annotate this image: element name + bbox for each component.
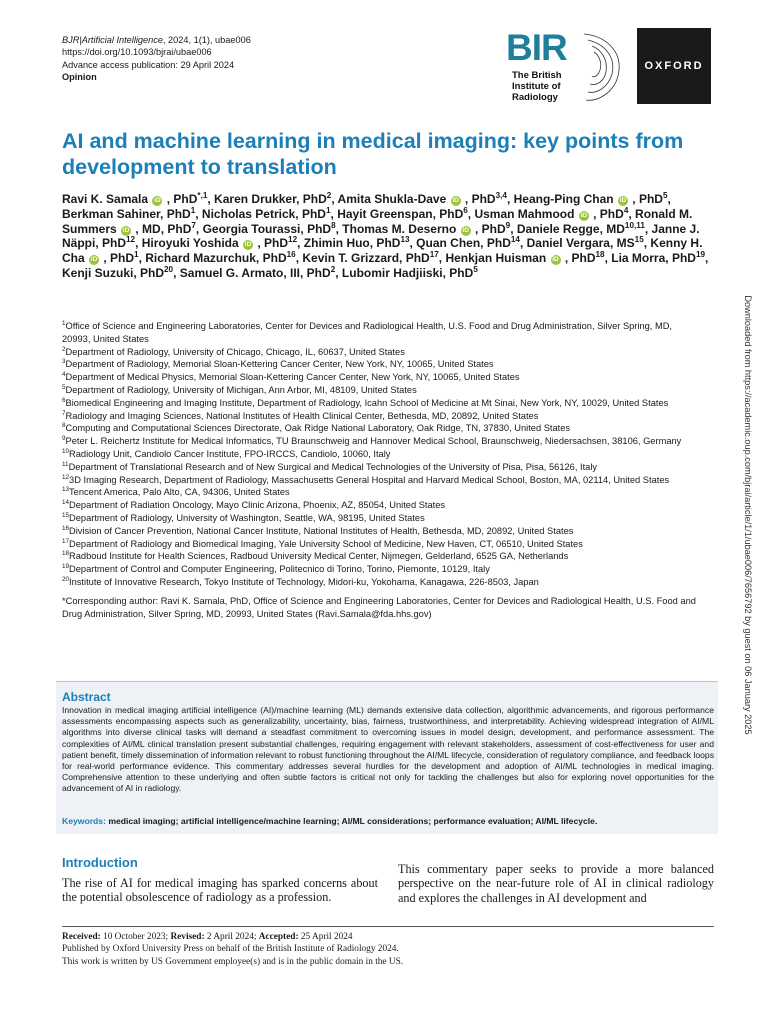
affiliation-item xyxy=(62,320,702,346)
affiliation-item xyxy=(62,563,702,576)
affiliation-item xyxy=(62,499,702,512)
affiliation-text: Radiology Unit, Candiolo Cancer Institute, FPO-IRCCS, Candiolo, 10060, Italy xyxy=(69,448,391,459)
affiliation-item xyxy=(62,358,702,371)
affiliation-text: 3D Imaging Research, Department of Radiology, Massachusetts General Hospital and Harvard Medical School, Boston, MA, 02114, United States xyxy=(69,474,670,485)
affiliation-item xyxy=(62,486,702,499)
orcid-icon[interactable]: iD xyxy=(90,256,98,264)
affiliation-item xyxy=(62,397,702,410)
bir-sub-line: Institute of xyxy=(512,81,561,92)
affiliation-text: Radiology and Imaging Sciences, National Institutes of Health Clinical Center, Bethesda, MD, 20892, United States xyxy=(65,410,539,421)
affiliation-item xyxy=(62,371,702,384)
affiliation-item xyxy=(62,550,702,563)
revised-date: 2 April 2024; xyxy=(206,932,257,942)
accepted-label: Accepted: xyxy=(258,932,299,942)
affiliation-item xyxy=(62,538,702,551)
orcid-icon[interactable]: iD xyxy=(580,211,588,219)
affiliation-number: 10 xyxy=(62,447,70,455)
affiliation-number: 1 xyxy=(62,319,66,327)
affiliation-number: 12 xyxy=(62,473,70,481)
affiliation-number: 14 xyxy=(62,499,70,507)
affiliation-number: 3 xyxy=(62,358,66,366)
keywords-label: Keywords: xyxy=(62,816,106,826)
abstract-heading: Abstract xyxy=(62,690,111,704)
history-dates xyxy=(62,931,714,943)
affiliation-item xyxy=(62,525,702,538)
affiliation-number: 13 xyxy=(62,486,70,494)
affiliation-text: Institute of Innovative Research, Tokyo Institute of Technology, Midori-ku, Yokohama, Kanagawa, 226-8503, Japan xyxy=(69,576,539,587)
affiliation-text: Department of Translational Research and of New Surgical and Medical Technologies of the University of Pisa, Pisa, 56126, Italy xyxy=(68,461,598,472)
article-history xyxy=(62,931,714,968)
affiliation-text: Computing and Computational Sciences Directorate, Oak Ridge National Laboratory, Oak Ridge, TN, 37830, United States xyxy=(65,423,571,434)
orcid-icon[interactable]: iD xyxy=(619,197,627,204)
affiliation-text: Department of Medical Physics, Memorial Sloan-Kettering Cancer Center, New York, NY, 10065, United States xyxy=(65,372,520,383)
orcid-icon[interactable]: iD xyxy=(452,197,459,204)
advance-access-date: Advance access publication: 29 April 2024 xyxy=(62,59,235,70)
affiliation-text: Tencent America, Palo Alto, CA, 94306, United States xyxy=(69,487,290,498)
affiliation-number: 4 xyxy=(62,371,66,379)
introduction-heading: Introduction xyxy=(62,855,138,870)
affiliation-text: Department of Radiology, Memorial Sloan-Kettering Cancer Center, New York, NY, 10065, United States xyxy=(65,359,494,370)
doi-link[interactable]: https://doi.org/10.1093/bjrai/ubae006 xyxy=(62,47,212,58)
bir-sub-line: Radiology xyxy=(512,92,558,103)
received-label: Received: xyxy=(62,932,101,942)
orcid-icon[interactable]: iD xyxy=(552,256,559,264)
corresponding-author: *Corresponding author: Ravi K. Samala, PhD, Office of Science and Engineering Laboratories, Center for Devices and Radiological Health, U.S. Food and Drug Administration, Silver Spring, MD, 20993, United States (Ravi.Samala@fda.hhs.gov) xyxy=(62,595,696,619)
affiliation-item xyxy=(62,422,702,435)
download-note-text: Downloaded from https://academic.oup.com/bjrai/article/1/1/ubae006/7656792 by guest on 06 January 2025 xyxy=(743,295,753,735)
journal-citation xyxy=(62,34,251,46)
affiliation-number: 11 xyxy=(62,460,69,468)
journal-name: BJR|Artificial Intelligence xyxy=(62,35,163,45)
bir-logo xyxy=(506,28,632,110)
affiliation-text: Department of Radiology, University of Michigan, Ann Arbor, MI, 48109, United States xyxy=(65,384,417,395)
affiliations xyxy=(62,320,702,620)
intro-right-column: This commentary paper seeks to provide a more balanced perspective on the near-future role of AI in clinical radiology and explores the challenges in AI development and xyxy=(398,862,714,905)
affiliation-number: 2 xyxy=(62,345,66,353)
affiliation-number: 15 xyxy=(62,511,70,519)
article-type: Opinion xyxy=(62,72,97,83)
affiliation-number: 5 xyxy=(62,383,66,391)
orcid-icon[interactable]: iD xyxy=(154,197,161,204)
download-note xyxy=(738,270,753,770)
revised-label: Revised: xyxy=(170,932,205,942)
abstract-text: Innovation in medical imaging artificial intelligence (AI)/machine learning (ML) demands extensive data collection, algorithmic advancements, and rigorous performance assessments encompassing aspects such as generalizability, uncertainty, bias, fairness, trustworthiness, and interpretability. Achieving widespread integration of AI/ML algorithms into diverse clinical tasks will demand a steadfast commitment to overcoming issues in model design, development, and performance assessment. The complexities of AI/ML clinical translation present substantial challenges, requiring engagement with relevant stakeholders, assessment of cost-effectiveness for user and patient benefit, timely dissemination of information relevant to robust functioning throughout the AI/ML lifecycle, consideration of regulatory compliance, and feedback loops for real-world performance evidence. This commentary addresses several hurdles for the development and adoption of AI/ML technologies in medical imaging. Comprehensive attention to these underlying and often subtle factors is critical not only for tackling the challenges but also for exploring novel opportunities for the advancement of AI in radiology. xyxy=(62,705,714,794)
affiliation-number: 9 xyxy=(62,435,66,443)
affiliation-number: 16 xyxy=(62,524,70,532)
article-header xyxy=(62,34,251,84)
affiliation-text: Department of Control and Computer Engineering, Politecnico di Torino, Torino, Piemonte, 10129, Italy xyxy=(69,564,490,575)
affiliation-text: Division of Cancer Prevention, National Cancer Institute, National Institutes of Health, Bethesda, MD, 20892, United States xyxy=(69,525,574,536)
bir-wordmark: BIR xyxy=(506,27,567,68)
affiliation-item xyxy=(62,346,702,359)
affiliation-number: 17 xyxy=(62,537,70,545)
affiliation-number: 20 xyxy=(62,575,70,583)
keywords-list: medical imaging; artificial intelligence/machine learning; AI/ML considerations; performance evaluation; AI/ML lifecycle. xyxy=(108,816,598,826)
author-list: Ravi K. Samala iD , PhD$^{*,1}$, Karen Drukker, PhD$^2$, Amita Shukla-Dave iD , PhD$^{3,4}$, Heang-Ping Chan iD , PhD$^5$, Berkman Sahiner, PhD$^1$, Nicholas Petrick, PhD$^1$, Hayit Greenspan, PhD$^6$, Usman Mahmood iD , PhD$^4$, Ronald M. Summers iD , MD, PhD$^7$, Georgia Tourassi, PhD$^8$, Thomas M. Deserno iD , PhD$^9$, Daniele Regge, MD$^{10,11}$, Janne J. Näppi, PhD$^{12}$, Hiroyuki Yoshida iD , PhD$^{12}$, Zhimin Huo, PhD$^{13}$, Quan Chen, PhD$^{14}$, Daniel Vergara, MS$^{15}$, Kenny H. Cha iD , PhD$^1$, Richard Mazurchuk, PhD$^{16}$, Kevin T. Grizzard, PhD$^{17}$, Henkjan Huisman iD , PhD$^{18}$, Lia Morra, PhD$^{19}$, Kenji Suzuki, PhD$^{20}$, Samuel G. Armato, III, PhD$^2$, Lubomir Hadjiiski, PhD$^5$ xyxy=(62,191,709,280)
affiliation-text: Department of Radiology, University of Washington, Seattle, WA, 98195, United States xyxy=(69,512,425,523)
bir-sub-line: The British xyxy=(512,70,562,81)
affiliation-number: 18 xyxy=(62,550,70,558)
affiliation-number: 6 xyxy=(62,396,66,404)
accepted-date: 25 April 2024 xyxy=(300,932,353,942)
affiliation-item xyxy=(62,448,702,461)
oxford-logo: OXFORD xyxy=(637,28,711,104)
affiliation-item xyxy=(62,410,702,423)
affiliation-text: Department of Radiology and Biomedical Imaging, Yale University School of Medicine, New Haven, CT, 06510, United States xyxy=(69,538,583,549)
affiliation-text: Radboud Institute for Health Sciences, Radboud University Medical Center, Nijmegen, Gelderland, 6525 GA, Netherlands xyxy=(69,551,569,562)
affiliation-text: Biomedical Engineering and Imaging Institute, Department of Radiology, Icahn School of Medicine at Mt Sinai, New York, NY, 10029, United States xyxy=(65,397,669,408)
affiliation-item xyxy=(62,576,702,589)
affiliation-item xyxy=(62,512,702,525)
orcid-icon[interactable]: iD xyxy=(462,226,469,234)
keywords xyxy=(62,816,714,826)
affiliation-item xyxy=(62,435,702,448)
publisher-note: Published by Oxford University Press on behalf of the British Institute of Radiology 2024. xyxy=(62,944,399,955)
affiliation-text: Department of Radiology, University of Chicago, Chicago, IL, 60637, United States xyxy=(65,346,405,357)
affiliation-item xyxy=(62,384,702,397)
article-title: AI and machine learning in medical imaging: key points from development to translation xyxy=(62,129,684,179)
intro-left-column: The rise of AI for medical imaging has sparked concerns about the potential obsolescence of radiology as a profession. xyxy=(62,876,378,905)
public-domain-note: This work is written by US Government employee(s) and is in the public domain in the US. xyxy=(62,956,404,967)
bir-institute-name xyxy=(512,70,562,103)
affiliation-text: Peter L. Reichertz Institute for Medical Informatics, TU Braunschweig and Hannover Medical School, Braunschweig, Niedersachsen, 38106, Germany xyxy=(65,436,682,447)
affiliation-text: Office of Science and Engineering Laboratories, Center for Devices and Radiological Health, U.S. Food and Drug Administration, Silver Spring, MD, 20993, United States xyxy=(62,321,673,344)
affiliation-item xyxy=(62,474,702,487)
affiliation-number: 7 xyxy=(62,409,66,417)
footer-divider xyxy=(62,926,714,927)
affiliation-item xyxy=(62,461,702,474)
affiliation-number: 19 xyxy=(62,563,70,571)
affiliation-text: Department of Radiation Oncology, Mayo Clinic Arizona, Phoenix, AZ, 85054, United States xyxy=(69,500,446,511)
orcid-icon[interactable]: iD xyxy=(122,226,130,234)
received-date: 10 October 2023; xyxy=(103,932,169,942)
journal-volume: , 2024, 1(1), ubae006 xyxy=(162,35,251,45)
affiliation-number: 8 xyxy=(62,422,66,430)
orcid-icon[interactable]: iD xyxy=(244,241,252,249)
